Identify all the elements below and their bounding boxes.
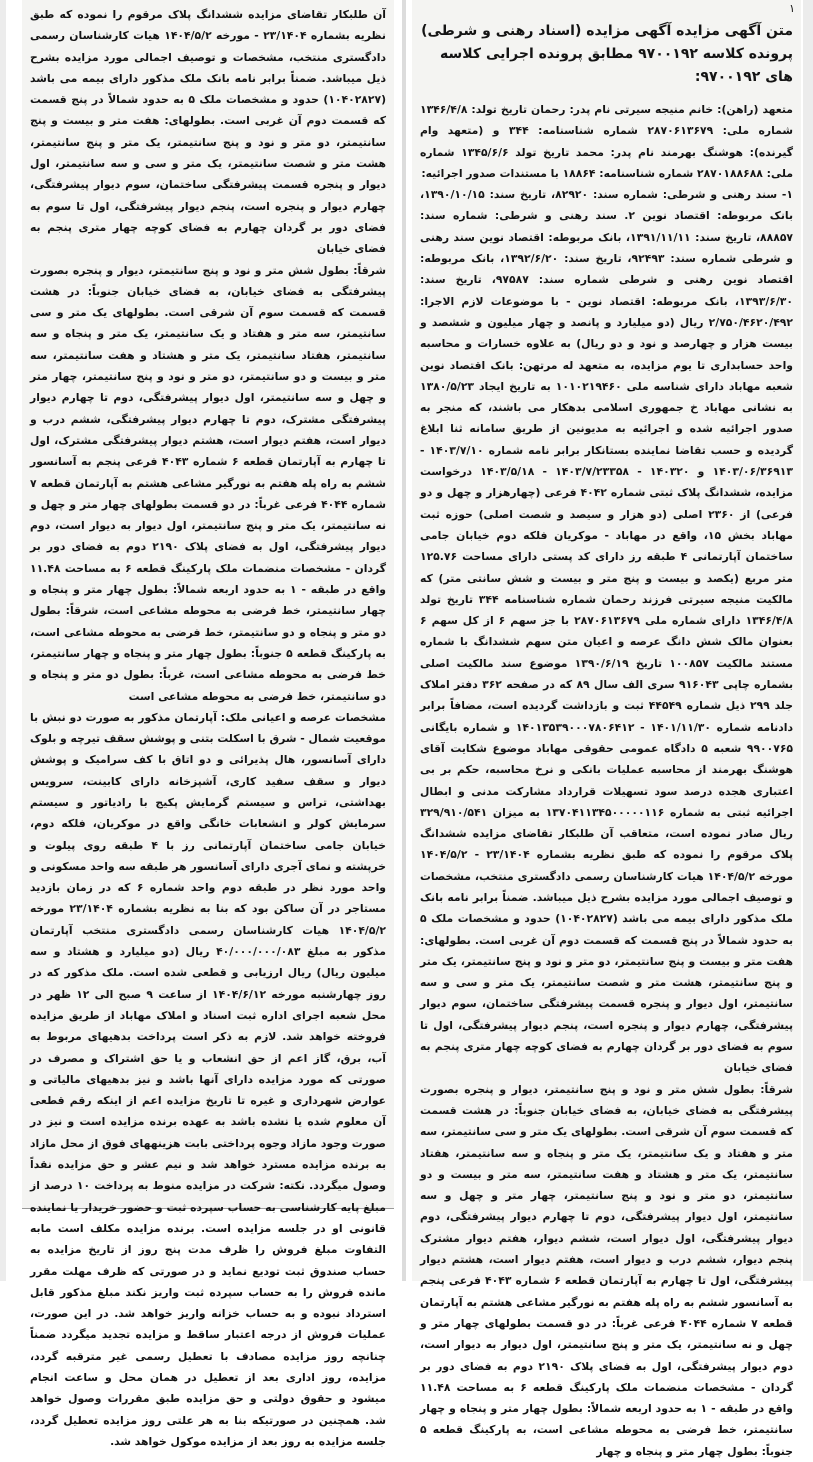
column-gutter [402,0,406,1281]
mortgage-documents: ۱- سند رهنی و شرطی: شماره سند: ۸۲۹۲۰، تاریخ سند: ۱۳۹۰/۱۰/۱۵، بانک مربوطه: اقتصاد نوین ۲. سند رهنی و شرطی: شماره سند: ۸۸۸۵۷، تاریخ سند: ۱۳۹۱/۱۱/۱۱، بانک مربوطه: اقتصاد نوین سند رهنی و شرطی شماره سند: ۹۲۴۹۳، تاریخ سند: ۱۳۹۲/۶/۲۰، بانک مربوطه: اقتصاد نوین رهنی و شرطی شماره سند: ۹۷۵۸۷، تاریخ سند: ۱۳۹۳/۶/۳۰، بانک مربوطه: اقتصاد نوین - با موضوعات لازم الاجرا: ۲/۷۵۰/۴۶۲۰/۴۹۲ ریال (دو میلیارد و پانصد و چهار میلیون و ششصد و بیست هزار و چهارصد و نود و دو ریال) به علاوه خسارات و محاسبه واحد حسابداری تا یوم مزایده، به متعهد له مرتهن: بانک اقتصاد نوین شعبه مهاباد دارای شناسه ملی ۱۰۱۰۲۱۹۴۶۰ به تاریخ ایجاد ۱۳۸۰/۵/۲۳ به نشانی مهاباد خ جمهوری اسلامی بدهکار می باشند، که منجر به صدور اجرائیه شده و اجرائیه به مدیونین از طریق سامانه ثنا ابلاغ گردیده و حسب تقاضا نماینده بستانکار برابر نامه شماره ۱۴۰۳/۷/۱۰ - ۱۴۰۳/۰۶/۳۶۹۱۳ و ۱۴۰۳۲۰ - ۱۴۰۳/۷/۲۳۳۵۸ - ۱۴۰۳/۵/۱۸ درخواست مزایده، ششدانگ پلاک ثبتی شماره ۴۰۴۲ فرعی (چهارهزار و چهل و دو فرعی) از ۲۳۶۰ اصلی (دو هزار و سیصد و شصت اصلی) حوزه ثبت مهاباد بخش ۱۵، واقع در مهاباد - موکریان فلکه دوم خیابان جامی ساختمان آپارتمانی ۴ طبقه رز دارای کد پستی دارای مساحت ۱۲۵.۷۶ متر مربع (یکصد و بیست و پنج متر و بیست و شش سانتی متر) که مالکیت منیجه سیرتی فرزند رحمان شماره شناسنامه ۳۴۴ تاریخ تولد ۱۳۴۶/۴/۸ دارای شماره ملی ۲۸۷۰۶۱۳۶۷۹ با جز سهم ۶ از کل سهم ۶ بعنوان مالک شش دانگ عرصه و اعیان متن سهم ششدانگ با شماره مستند مالکیت ۱۰۰۸۵۷ تاریخ ۱۳۹۰/۶/۱۹ موضوع سند مالکیت اصلی بشماره چاپی ۹۱۶۰۴۳ سری الف سال ۸۹ که در صفحه ۳۶۲ دفتر املاک جلد ۲۹۹ ذیل شماره ۴۴۵۴۹ ثبت و بازداشت گردیده است، مضافاً برابر دادنامه شماره ۱۴۰۱/۱۱/۳۰ - ۱۴۰۱۳۵۳۹۰۰۰۷۸۰۶۴۱۲ و شماره بایگانی ۹۹۰۰۷۶۵ شعبه ۵ دادگاه عمومی حقوقی مهاباد موضوع شکایت آقای هوشنگ بهرمند از محاسبه عملیات بانکی و نرخ محاسبه، حکم بر بی اعتباری هجده درصد سود تسهیلات قرارداد مشارکت مدنی و ابطال اجرائیه ثبتی به شماره ۱۳۷۰۴۱۱۳۴۵۰۰۰۰۰۱۱۶ به میزان ۳۲۹/۹۱۰/۵۴۱ ریال صادر نموده است، متعاقب آن طلبکار تقاضای مزایده ششدانگ پلاک مرقوم را نموده که طبق نظریه بشماره ۲۳/۱۴۰۴ - ۱۴۰۴/۵/۲ مورخه ۱۴۰۴/۵/۲ هیات کارشناسان رسمی دادگستری منتخب، مشخصات و توصیف اجمالی مورد مزایده بشرح ذیل میباشد. ضمناً برابر نامه بانک ملک مذکور دارای بیمه می باشد (۱۰۴۰۲۸۲۷) حدود و مشخصات ملک ۵ به حدود شمالاً در پنج قسمت که قسمت دوم آن غربی است. بطولهای: هفت متر و بیست و پنج سانتیمتر، دو متر و نود و پنج سانتیمتر، یک متر و پنج سانتیمتر، هشت متر و شصت سانتیمتر، یک متر و سی و سه سانتیمتر، اول دیوار و پنجره قسمت پیشرفتگی ساختمان، سوم دیوار پیشرفتگی، چهارم دیوار و پنجره است، پنجم دیوار پیشرفتگی، اول تا سوم به فضای دور بر گردان چهارم به فضای کوچه چهار متری پنجم به فضای خیابان [420,188,794,1075]
scan-edge-right [803,0,813,1281]
debtor-details: متعهد (راهن): خانم منیجه سیرتی نام پدر: رحمان تاریخ تولد: ۱۳۴۶/۴/۸ شماره ملی: ۲۸۷۰۶۱۳۶۷۹ شماره شناسنامه: ۳۴۴ و (متعهد وام گیرنده): هوشنگ بهرمند نام پدر: محمد تاریخ تولد ۱۳۴۵/۶/۶ شماره ملی: ۲۸۷۰۱۸۸۶۸۸ شماره شناسنامه: ۱۸۸۶۴ با مستندات صدور اجرائیه: [420,103,793,180]
auction-terms: مشخصات عرصه و اعیانی ملک: آپارتمان مذکور به صورت دو نبش با موقعیت شمال - شرق با اسکلت بتنی و پوشش سقف تیرچه و بلوک دارای آسانسور، هال پذیرائی و دو اتاق با کف سرامیک و پوشش دیوار و سقف سفید کاری، آشپزخانه دارای کابینت، سرویس بهداشتی، تراس و سیستم گرمایش پکیج با رادیاتور و سیستم سرمایش کولر و انشعابات خانگی واقع در موکریان، فلکه دوم، خیابان جامی ساختمان آپارتمانی رز با ۴ طبقه روی پیلوت و خرپشته و نمای آجری دارای آسانسور هر طبقه سه واحد مسکونی و واحد مورد نظر در طبقه دوم واحد شماره ۶ که در زمان بازدید مستاجر در آن ساکن بود که بنا به نظریه بشماره ۲۳/۱۴۰۴ مورخه ۱۴۰۴/۵/۲ هیات کارشناسان رسمی دادگستری منتخب آپارتمان مذکور به مبلغ ۴۰/۰۰۰/۰۰۰/۰۸۳ ریال (دو میلیارد و هشتاد و سه میلیون ریال) ریال ارزیابی و قطعی شده است. ملک مذکور که در روز چهارشنبه مورخه ۱۴۰۴/۶/۱۲ از ساعت ۹ صبح الی ۱۲ ظهر در محل شعبه اجرای اداره ثبت اسناد و املاک مهاباد از طریق مزایده فروخته خواهد شد. لازم به ذکر است پرداخت بدهیهای مربوط به آب، برق، گاز اعم از حق انشعاب و یا حق اشتراک و مصرف در صورتی که مورد مزایده دارای آنها باشد و نیز بدهیهای مالیاتی و عوارض شهرداری و غیره تا تاریخ مزایده اعم از اینکه رقم قطعی آن معلوم شده یا نشده باشد به عهده برنده مزایده است و نیز در صورت وجود مازاد وجوه پرداختی بابت هزینههای فوق از محل مازاد به برنده مزایده مسترد خواهد شد و نیم عشر و حق مزایده نقداً وصول میگردد. نکته: شرکت در مزایده منوط به پرداخت ۱۰ درصد از مبلغ پایه کارشناسی به حساب سپرده ثبت و حضور خریدار یا نماینده قانونی او در جلسه مزایده است. برنده مزایده مکلف است مابه التفاوت مبلغ فروش را ظرف مدت پنج روز از تاریخ مزایده به حساب صندوق ثبت تودیع نماید و در صورتی که ظرف مهلت مقرر مانده فروش را به حساب سپرده ثبت واریز نکند مبلغ مذکور قابل استرداد نبوده و به حساب خزانه واریز خواهد شد. در این صورت، عملیات فروش از درجه اعتبار ساقط و مزایده تجدید میگردد ضمناً چنانچه روز مزایده مصادف با تعطیل رسمی غیر مترقبه گردد، مزایده، روز اداری بعد از تعطیل در همان محل و ساعت انجام میشود و حقوق دولتی و حق مزایده طبق مقررات وصول خواهد شد. همچنین در صورتیکه بنا به هر علتی روز مزایده تعطیل گردد، جلسه مزایده به روز بعد از مزایده موکول خواهد شد. [30,710,387,1448]
scan-edge-left [0,0,6,1281]
property-boundaries: شرقاً: بطول شش متر و نود و پنج سانتیمتر، دیوار و پنجره بصورت پیشرفتگی به فضای خیابان، به فضای خیابان جنوباً: در هشت قسمت که قسمت سوم آن شرقی است. بطولهای یک متر و سی سانتیمتر، سه متر و هفتاد و یک سانتیمتر، یک متر و پنجاه و سه سانتیمتر، هفتاد سانتیمتر، یک متر و هشتاد و هفت سانتیمتر، سه متر و بیست و دو سانتیمتر، دو متر و نود و پنج سانتیمتر، چهار متر و چهل و سه سانتیمتر، اول دیوار پیشرفتگی، دوم تا چهارم دیوار پیشرفتگی، دوم دیوار پیشرفتگی، اول دیوار است، ششم دیوار، هفتم دیوار مشترک پنجم دیوار، ششم درب و دیوار است، هفتم دیوار است، هشتم دیوار پیشرفتگی، اول تا چهارم به آپارتمان قطعه ۶ شماره ۴۰۴۳ فرعی پنجم به آسانسور ششم به راه پله هفتم به نورگیر مشاعی هشتم به آپارتمان قطعه ۷ شماره ۴۰۴۴ فرعی غرباً: در دو قسمت بطولهای چهار متر و چهل و نه سانتیمتر، یک متر و پنج سانتیمتر، اول دیوار به دیوار است، دوم دیوار پیشرفتگی، اول به فضای پلاک ۲۱۹۰ دوم به فضای دور بر گردان - مشخصات منضمات ملک پارکینگ قطعه ۶ به مساحت ۱۱.۴۸ واقع در طبقه - ۱ به حدود اربعه شمالاً: بطول چهار متر و پنجاه و چهار سانتیمتر، خط فرضی به محوطه مشاعی است، به پارکینگ قطعه ۵ جنوباً: بطول چهار متر و پنجاه و چهار [420,1082,794,1458]
notice-title: متن آگهی مزایده آگهی مزایده (اسناد رهنی و شرطی) پرونده کلاسه ۹۷۰۰۱۹۲ مطابق پرونده اجرایی کلاسه های ۹۷۰۰۱۹۲: [421,23,793,85]
page-number: ۱ [789,2,795,15]
property-boundaries-continued: شرقاً: بطول شش متر و نود و پنج سانتیمتر، دیوار و پنجره بصورت پیشرفتگی به فضای خیابان، به فضای خیابان جنوباً: در هشت قسمت که قسمت سوم آن شرقی است. بطولهای یک متر و سی سانتیمتر، سه متر و هفتاد و یک سانتیمتر، یک متر و پنجاه و سه سانتیمتر، هفتاد سانتیمتر، یک متر و هشتاد و هفت سانتیمتر، سه متر و بیست و دو سانتیمتر، دو متر و نود و پنج سانتیمتر، چهار متر و چهل و سه سانتیمتر، اول دیوار پیشرفتگی، دوم تا چهارم دیوار پیشرفتگی مشترک، دوم تا چهارم دیوار پیشرفتگی، ششم درب و دیوار است، هفتم دیوار است، هشتم دیوار پیشرفتگی مشترک، اول تا چهارم به آپارتمان قطعه ۶ شماره ۴۰۴۳ فرعی پنجم به آسانسور ششم به راه پله هفتم به نورگیر مشاعی هشتم به آپارتمان قطعه ۷ شماره ۴۰۴۴ فرعی غرباً: در دو قسمت بطولهای چهار متر و چهل و نه سانتیمتر، یک متر و پنج سانتیمتر، اول دیوار به دیوار است، دوم دیوار پیشرفتگی، اول به فضای پلاک ۲۱۹۰ دوم به فضای دور بر گردان - مشخصات منضمات ملک پارکینگ قطعه ۶ به مساحت ۱۱.۴۸ واقع در طبقه - ۱ به حدود اربعه شمالاً: بطول چهار متر و پنجاه و چهار سانتیمتر، خط فرضی به محوطه مشاعی است، شرقاً: بطول دو متر و پنجاه و دو سانتیمتر، خط فرضی به محوطه مشاعی است، به پارکینگ قطعه ۵ جنوباً: بطول چهار متر و پنجاه و چهار سانتیمتر، خط فرضی به محوطه مشاعی است، غرباً: بطول دو متر و پنجاه و دو سانتیمتر، خط فرضی به محوطه مشاعی است [30,263,386,703]
expert-opinion: آن طلبکار تقاضای مزایده ششدانگ پلاک مرقوم را نموده که طبق نظریه بشماره ۲۳/۱۴۰۴ - مورخه ۱۴۰۴/۵/۲ هیات کارشناسان رسمی دادگستری منتخب، مشخصات و توصیف اجمالی مورد مزایده بشرح ذیل میباشد. ضمناً برابر نامه بانک ملک مذکور دارای بیمه می باشد (۱۰۴۰۲۸۲۷) حدود و مشخصات ملک ۵ به حدود شمالاً در پنج قسمت که قسمت دوم آن غربی است. بطولهای: هفت متر و بیست و پنج سانتیمتر، دو متر و نود و پنج سانتیمتر، یک متر و پنج سانتیمتر، هشت متر و شصت سانتیمتر، یک متر و سی و سه سانتیمتر، اول دیوار و پنجره قسمت پیشرفتگی ساختمان، سوم دیوار پیشرفتگی، چهارم دیوار و پنجره است، پنجم دیوار پیشرفتگی، اول تا سوم به فضای دور بر گردان چهارم به فضای کوچه چهار متری پنجم به فضای خیابان [30,8,386,256]
notice-left-column [22,0,394,1448]
left-column-text [30,4,387,1448]
right-column-text [420,4,794,1458]
notice-right-column [412,0,801,1458]
